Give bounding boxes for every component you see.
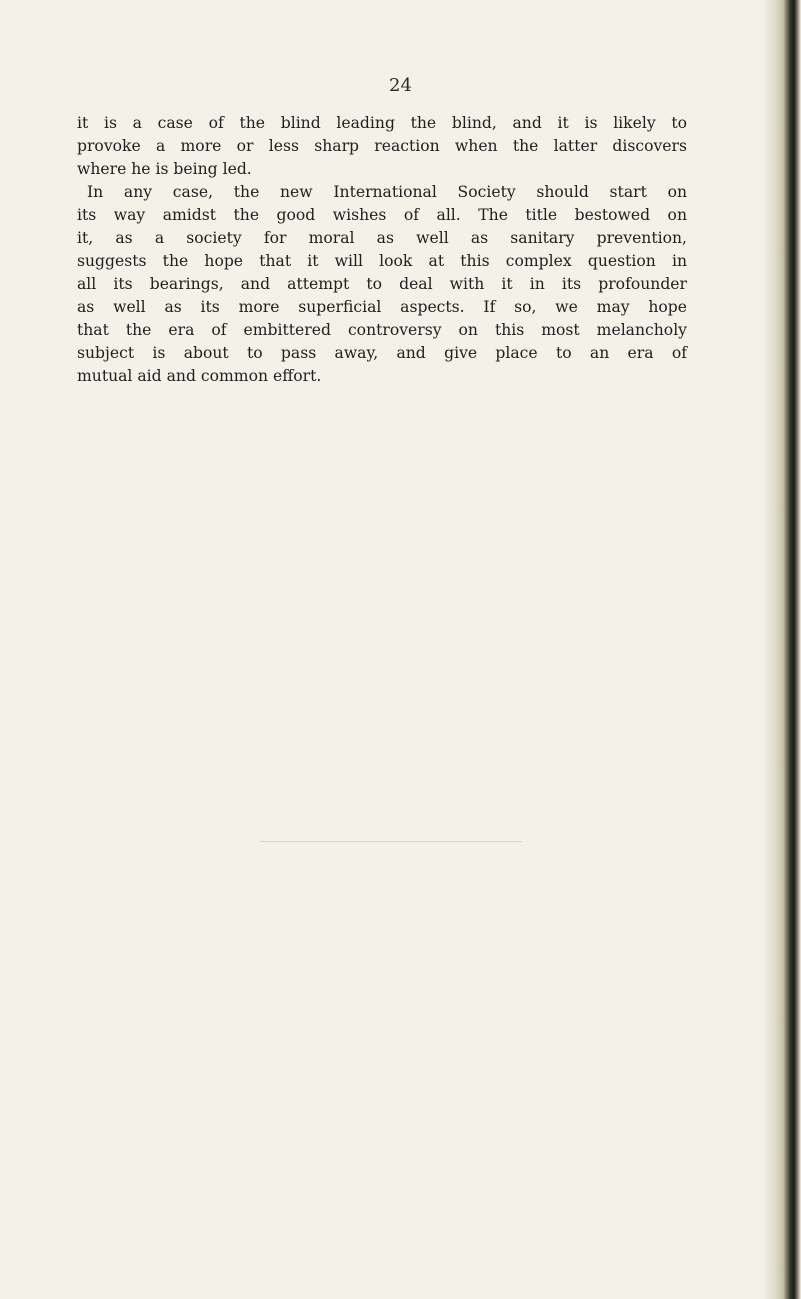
separator-rule <box>260 841 522 842</box>
text-line: that the era of embittered controversy on this most melancholy <box>77 321 687 339</box>
text-line: mutual aid and common effort. <box>77 367 322 385</box>
text-line: In any case, the new International Society should start on <box>87 183 687 201</box>
book-binding-edge <box>763 0 801 1299</box>
text-line: it, as a society for moral as well as sanitary prevention, <box>77 229 687 247</box>
text-line: it is a case of the blind leading the blind, and it is likely to <box>77 114 687 132</box>
text-line: subject is about to pass away, and give place to an era of <box>77 344 687 362</box>
body-text <box>77 112 687 388</box>
text-line: suggests the hope that it will look at this complex question in <box>77 252 687 270</box>
text-line: all its bearings, and attempt to deal with it in its profounder <box>77 275 687 293</box>
text-line: as well as its more superficial aspects. If so, we may hope <box>77 298 687 316</box>
page-number: 24 <box>389 75 412 96</box>
text-line: its way amidst the good wishes of all. The title bestowed on <box>77 206 687 224</box>
text-line: where he is being led. <box>77 160 252 178</box>
text-line: provoke a more or less sharp reaction when the latter discovers <box>77 137 687 155</box>
